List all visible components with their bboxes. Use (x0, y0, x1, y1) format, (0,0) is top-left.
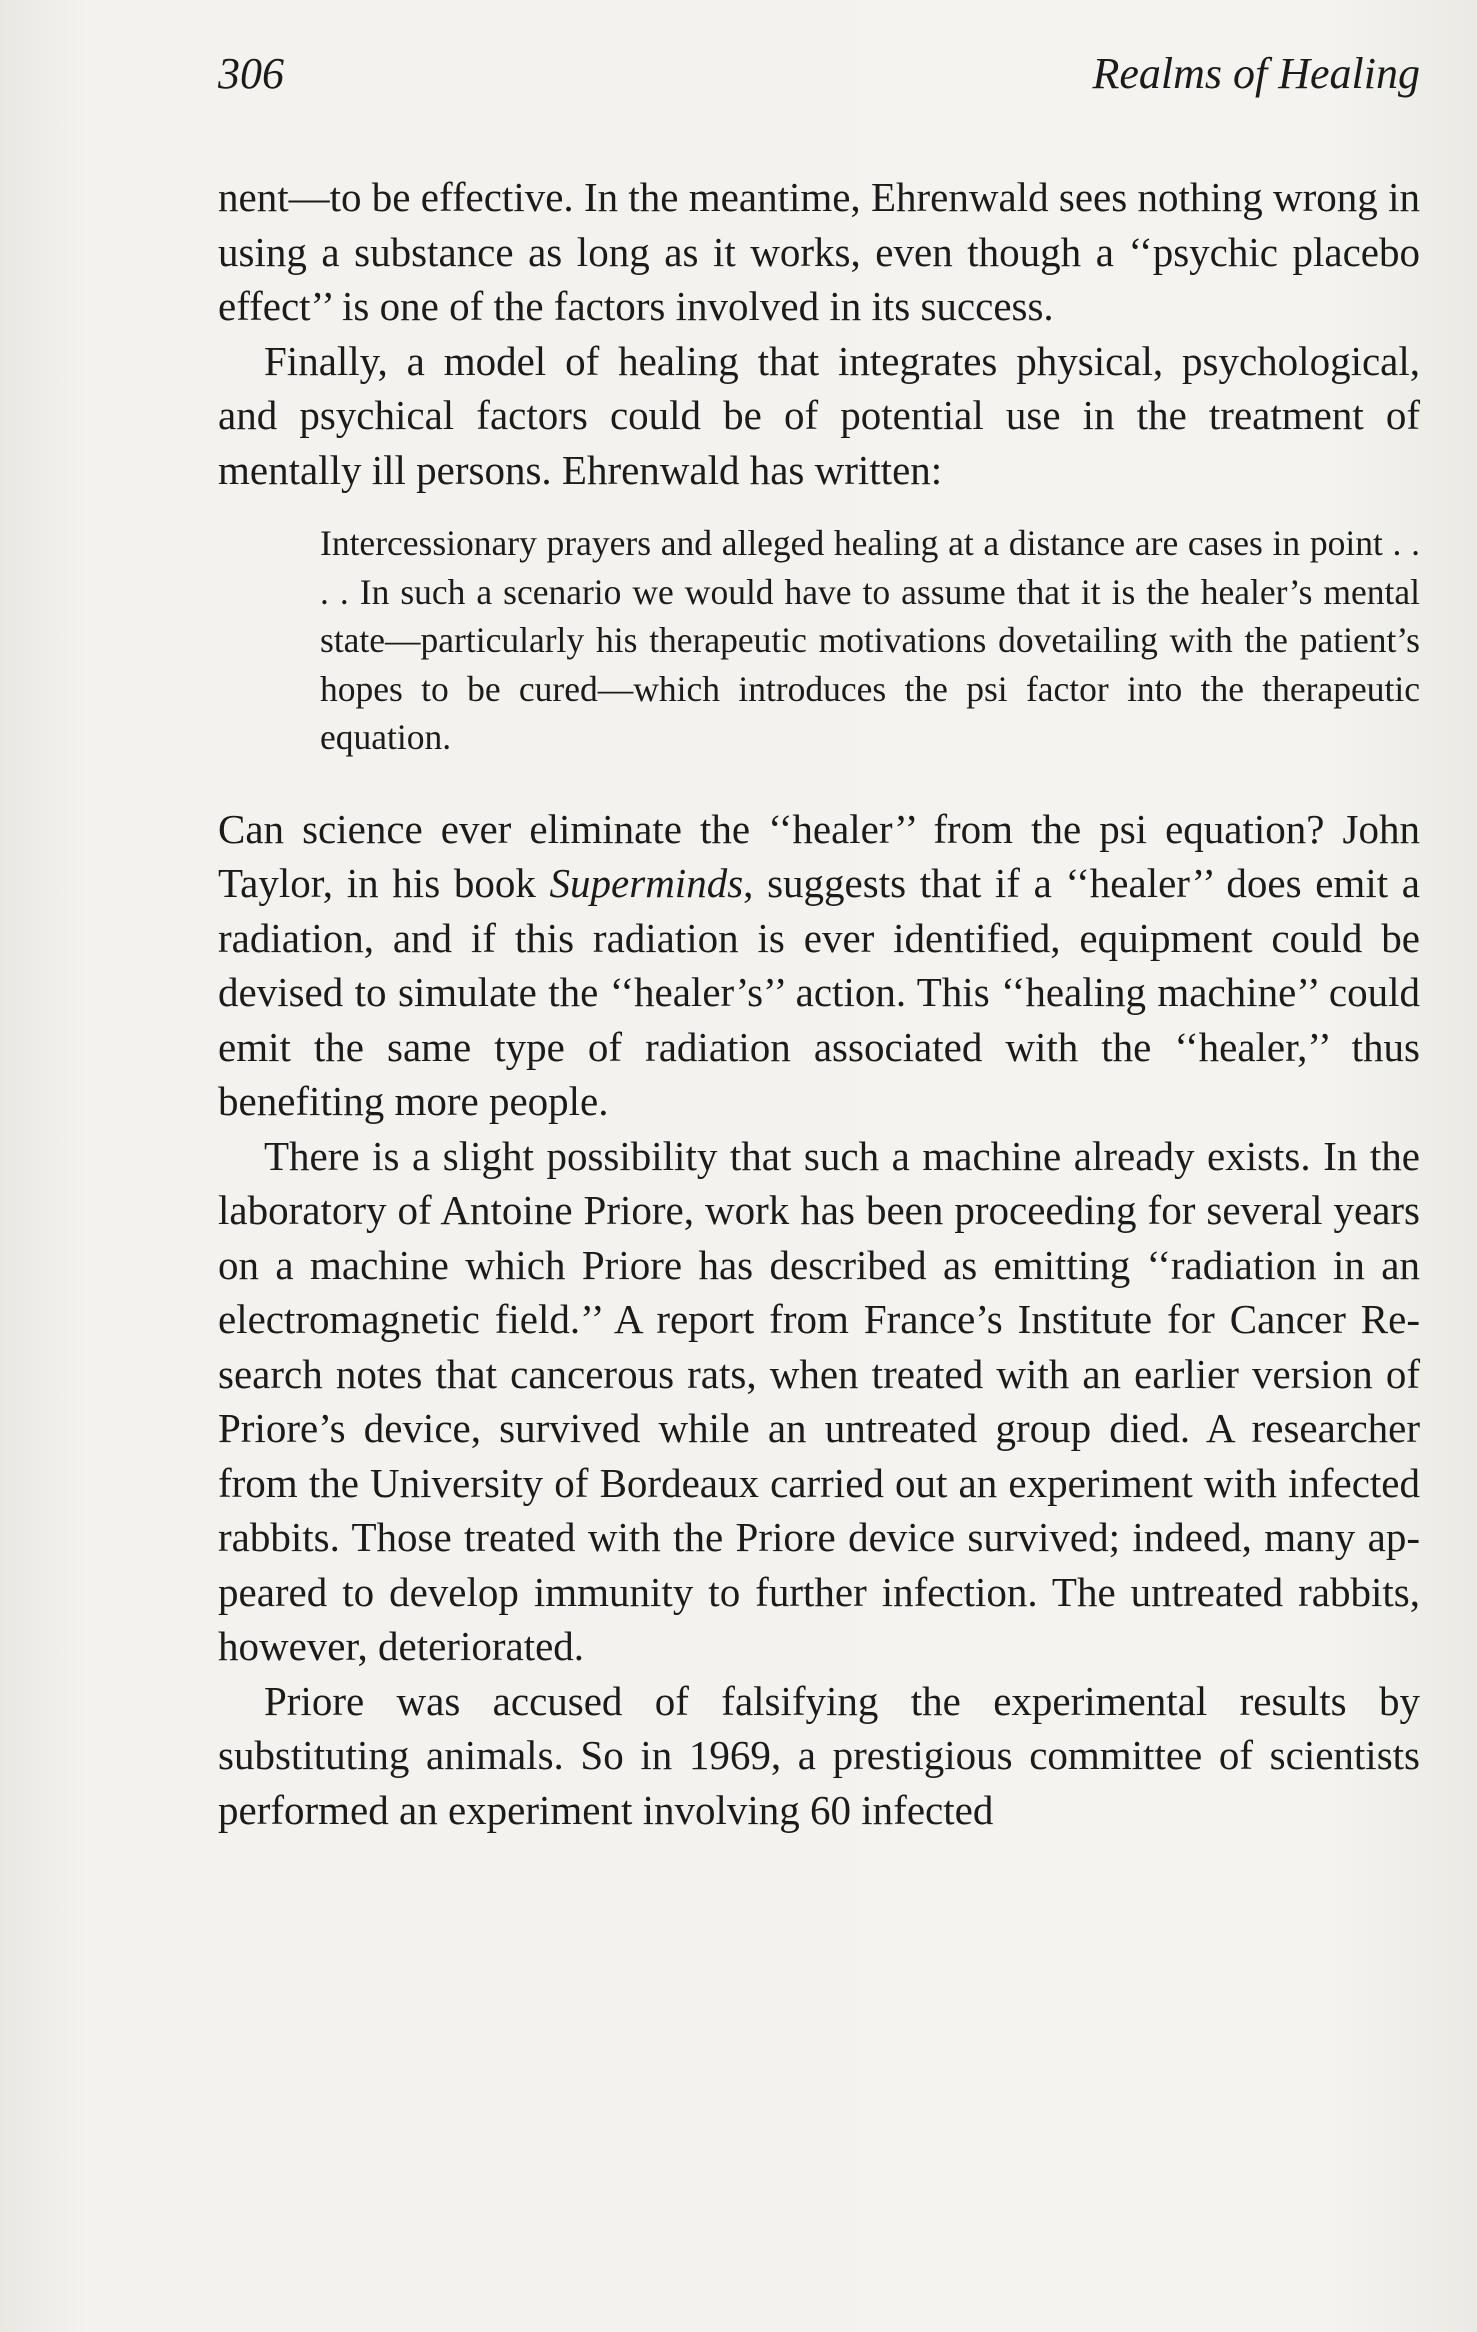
block-quote-ehrenwald: Intercessionary prayers and alleged healing at a distance are cases in point . . . . In such a scenario we would have to assume that it is the healer’s mental state—particularly his therapeutic motivations dovetailing with the patient’s hopes to be cured—which introduces the psi factor into the therapeutic equation. (320, 523, 1420, 757)
paragraph-healing-machine (218, 802, 1420, 1129)
paragraph-continuation: nent—to be effective. In the meantime, Ehrenwald sees nothing wrong in using a substance as long as it works, even though a ‘‘psychic placebo effect’’ is one of the factors involved in its success. (218, 174, 1420, 329)
paragraph-text-after-title: , suggests that if a ‘‘healer’’ does emit a radiation, and if this radiation is ever identified, equipment could be devised to simulate the ‘‘healer’s’’ action. This ‘‘healing machine’’ could emit the same type of radiation associated with the ‘‘healer,’’ thus benefiting more people. (218, 860, 1420, 1124)
paragraph-healing-model: Finally, a model of healing that integrates physical, psychological, and psychical factors could be of potential use in the treatment of mentally ill persons. Ehrenwald has written: (218, 337, 1420, 493)
body-text (218, 170, 1420, 1837)
book-title-superminds: Superminds (549, 860, 744, 906)
running-title: Realms of Healing (1092, 49, 1420, 98)
paragraph-text-before-title: Can science ever eliminate the ‘‘healer’’ from the psi equation? John Taylor, in his book (218, 805, 1420, 906)
paragraph-priore-machine: There is a slight possibility that such a machine already exists. In the laboratory of Antoine Priore, work has been proceeding for several years on a machine which Priore has described as emitting ‘‘radiation in an electromagnetic field.’’ A report from France’s Institute for Cancer Research notes that cancerous rats, when treated with an earlier version of Priore’s device, survived while an untreated group died. A researcher from the University of Bordeaux carried out an experiment with infected rabbits. Those treated with the Priore device survived; indeed, many appeared to develop immunity to further infection. The untreated rabbits, however, deteriorated. (218, 1132, 1420, 1669)
page-number: 306 (218, 49, 284, 98)
paragraph-priore-accused: Priore was accused of falsifying the experimental results by substituting animals. So in 1969, a prestigious committee of scientists performed an experiment involving 60 infected (218, 1677, 1420, 1833)
page-header (218, 42, 1420, 106)
